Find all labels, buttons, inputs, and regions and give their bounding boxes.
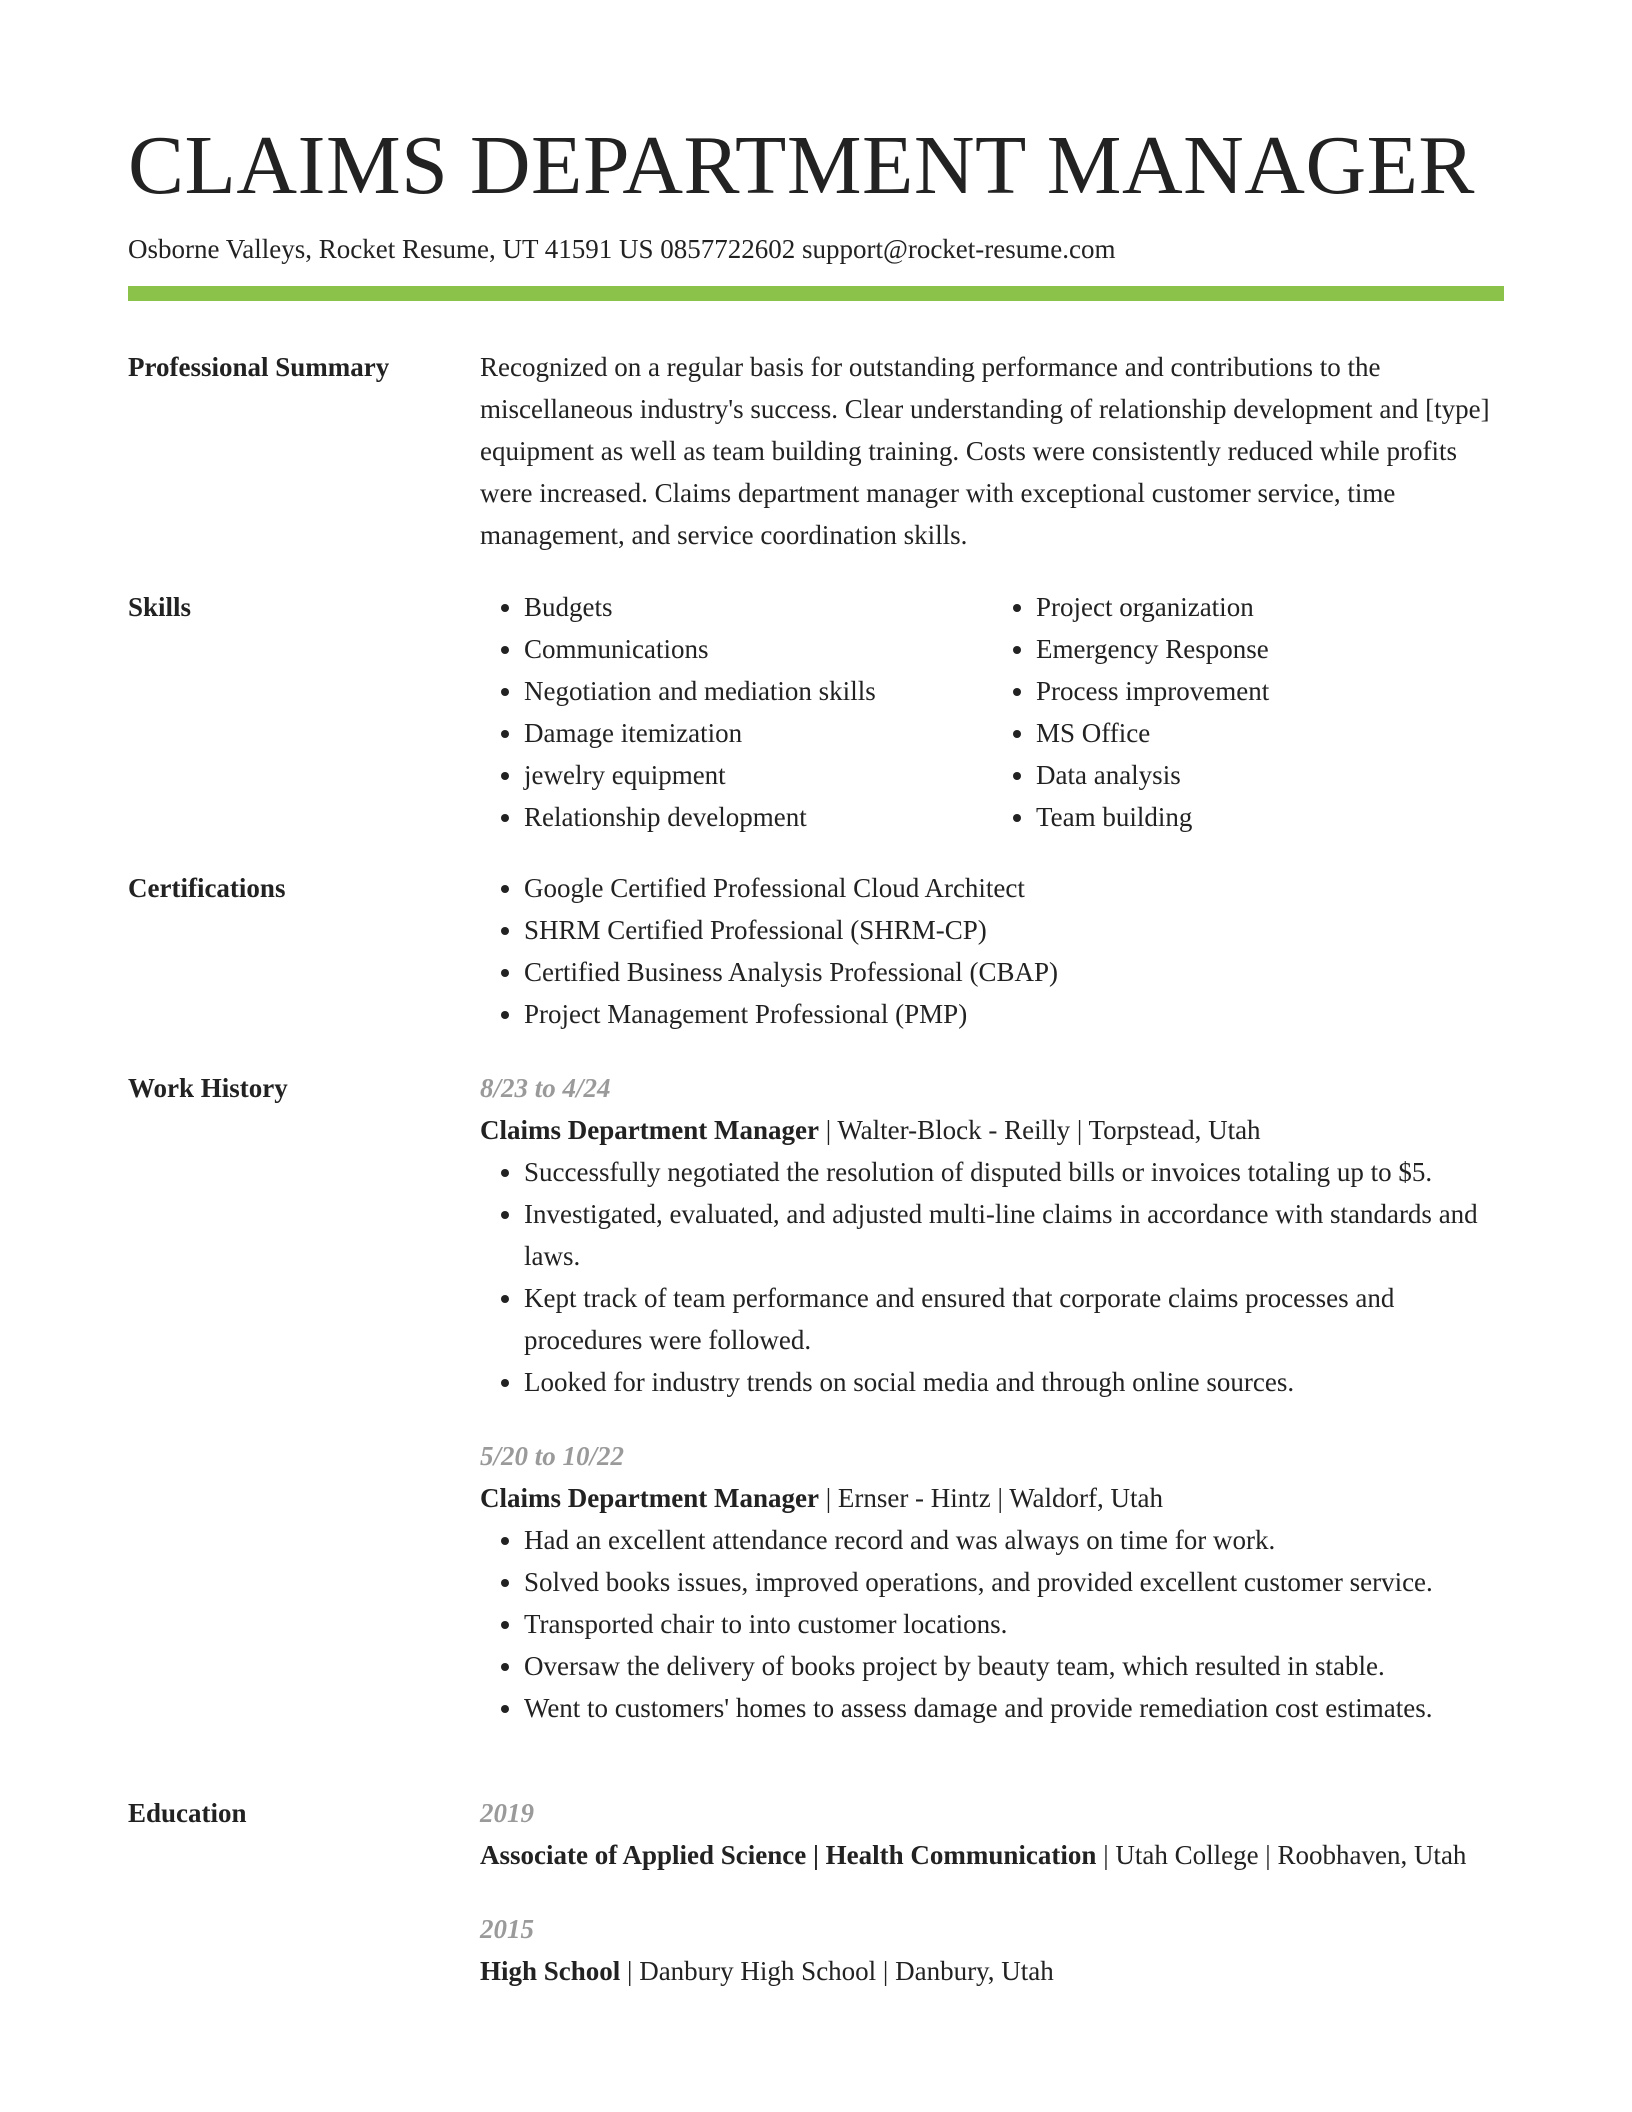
job-dates: 8/23 to 4/24 xyxy=(480,1073,611,1103)
certification-item: • Google Certified Professional Cloud Architect xyxy=(524,867,1504,909)
job-bullet: • Transported chair to into customer locations. xyxy=(524,1603,1504,1645)
job-bullet: • Successfully negotiated the resolution of disputed bills or invoices totaling up to $5. xyxy=(524,1151,1504,1193)
skill-item: • Process improvement xyxy=(1036,670,1504,712)
education-year: 2015 xyxy=(480,1914,534,1944)
skill-item: • MS Office xyxy=(1036,712,1504,754)
education-year: 2019 xyxy=(480,1798,534,1828)
job-role-line xyxy=(480,1109,1504,1151)
certifications-title: Certifications xyxy=(128,873,286,903)
resume-name: CLAIMS DEPARTMENT MANAGER xyxy=(128,119,1475,212)
job-details: | Walter-Block - Reilly | Torpstead, Utah xyxy=(818,1115,1261,1145)
education-details: | Danbury High School | Danbury, Utah xyxy=(620,1956,1054,1986)
job-bullet: • Kept track of team performance and ensured that corporate claims processes and procedures were followed. xyxy=(524,1277,1504,1361)
skill-item: • jewelry equipment xyxy=(524,754,992,796)
job-bullet: • Looked for industry trends on social media and through online sources. xyxy=(524,1361,1504,1403)
job-bullet: • Had an excellent attendance record and was always on time for work. xyxy=(524,1519,1504,1561)
job-entry xyxy=(480,1067,1504,1403)
certification-item: • Project Management Professional (PMP) xyxy=(524,993,1504,1035)
certification-item: • SHRM Certified Professional (SHRM-CP) xyxy=(524,909,1504,951)
summary-title: Professional Summary xyxy=(128,352,390,382)
education-degree: High School xyxy=(480,1956,621,1986)
job-bullet: • Went to customers' homes to assess damage and provide remediation cost estimates. xyxy=(524,1687,1504,1729)
skill-item: • Project organization xyxy=(1036,586,1504,628)
accent-rule xyxy=(128,286,1504,301)
job-role-line xyxy=(480,1477,1504,1519)
skills-title: Skills xyxy=(128,592,192,622)
skill-item: • Communications xyxy=(524,628,992,670)
skills-list-left xyxy=(480,586,992,838)
job-bullet: • Oversaw the delivery of books project by beauty team, which resulted in stable. xyxy=(524,1645,1504,1687)
certification-item: • Certified Business Analysis Professional (CBAP) xyxy=(524,951,1504,993)
job-role: Claims Department Manager xyxy=(480,1115,819,1145)
job-bullets xyxy=(480,1519,1504,1729)
skill-item: • Damage itemization xyxy=(524,712,992,754)
job-bullet: • Investigated, evaluated, and adjusted multi-line claims in accordance with standards and laws. xyxy=(524,1193,1504,1277)
education-line xyxy=(480,1834,1504,1876)
education-title: Education xyxy=(128,1798,247,1828)
job-role: Claims Department Manager xyxy=(480,1483,819,1513)
work-history-title: Work History xyxy=(128,1073,288,1103)
education-entry xyxy=(480,1908,1504,1992)
education-details: | Utah College | Roobhaven, Utah xyxy=(1096,1840,1467,1870)
education-degree: Associate of Applied Science | Health Communication xyxy=(480,1840,1097,1870)
skill-item: • Budgets xyxy=(524,586,992,628)
job-bullets xyxy=(480,1151,1504,1403)
skill-item: • Emergency Response xyxy=(1036,628,1504,670)
skill-item: • Negotiation and mediation skills xyxy=(524,670,992,712)
job-entry xyxy=(480,1435,1504,1729)
summary-text: Recognized on a regular basis for outstanding performance and contributions to the miscellaneous industry's success. Clear understanding of relationship development and [type] equipment as well as team building training. Costs were consistently reduced while profits were increased. Claims department manager with exceptional customer service, time management, and service coordination skills. xyxy=(480,352,1490,550)
job-details: | Ernser - Hintz | Waldorf, Utah xyxy=(818,1483,1163,1513)
skill-item: • Team building xyxy=(1036,796,1504,838)
job-bullet: • Solved books issues, improved operations, and provided excellent customer service. xyxy=(524,1561,1504,1603)
certifications-list xyxy=(480,867,1504,1035)
job-dates: 5/20 to 10/22 xyxy=(480,1441,625,1471)
education-line xyxy=(480,1950,1504,1992)
skill-item: • Data analysis xyxy=(1036,754,1504,796)
skill-item: • Relationship development xyxy=(524,796,992,838)
contact-line: Osborne Valleys, Rocket Resume, UT 41591 US 0857722602 support@rocket-resume.com xyxy=(128,234,1116,264)
skills-list-right xyxy=(992,586,1504,838)
education-entry xyxy=(480,1792,1504,1876)
